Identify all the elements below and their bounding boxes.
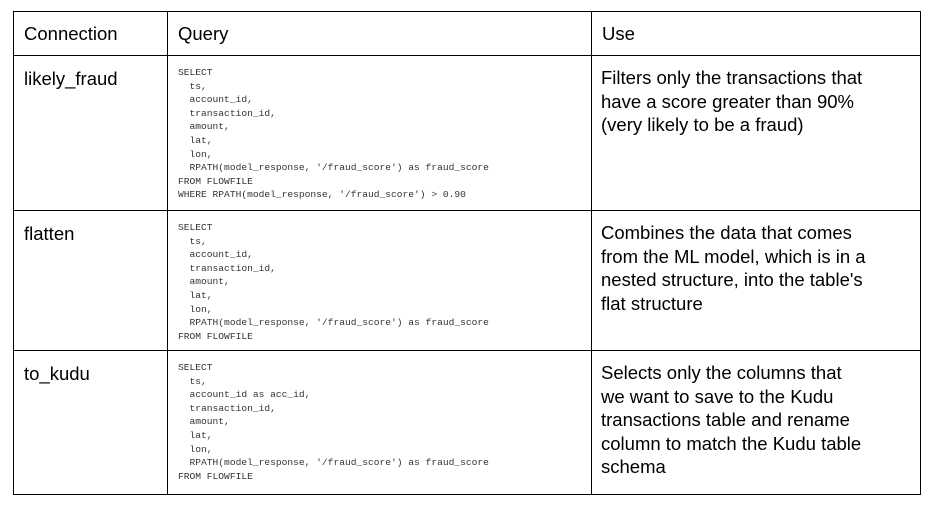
query-code: SELECT ts, account_id as acc_id, transaction_id, amount, lat, lon, RPATH(model_response, '/fraud_score') as fraud_score FROM FLOWFILE bbox=[178, 362, 489, 482]
use-cell bbox=[592, 56, 921, 211]
query-cell bbox=[168, 351, 592, 495]
use-description: Filters only the transactions that have a score greater than 90% (very likely to be a fraud) bbox=[601, 67, 863, 135]
connection-name: likely_fraud bbox=[24, 68, 118, 89]
query-cell bbox=[168, 211, 592, 351]
use-cell bbox=[592, 211, 921, 351]
query-code: SELECT ts, account_id, transaction_id, amount, lat, lon, RPATH(model_response, '/fraud_score') as fraud_score FROM FLOWFILE bbox=[178, 222, 489, 342]
use-cell bbox=[592, 351, 921, 495]
use-description: Selects only the columns that we want to save to the Kudu transactions table and rename column to match the Kudu table schema bbox=[601, 362, 862, 477]
table-header-row bbox=[14, 12, 921, 56]
connection-name: to_kudu bbox=[24, 363, 90, 384]
header-use: Use bbox=[592, 12, 921, 56]
header-query: Query bbox=[168, 12, 592, 56]
connection-cell bbox=[14, 56, 168, 211]
table-row bbox=[14, 351, 921, 495]
connection-name: flatten bbox=[24, 223, 75, 244]
query-code: SELECT ts, account_id, transaction_id, amount, lat, lon, RPATH(model_response, '/fraud_score') as fraud_score FROM FLOWFILE WHERE RPATH(model_response, '/fraud_score') > 0.90 bbox=[178, 67, 489, 201]
table-row bbox=[14, 211, 921, 351]
table-row bbox=[14, 56, 921, 211]
connection-cell bbox=[14, 351, 168, 495]
use-description: Combines the data that comes from the ML model, which is in a nested structure, into the table's flat structure bbox=[601, 222, 866, 314]
query-cell bbox=[168, 56, 592, 211]
header-connection: Connection bbox=[14, 12, 168, 56]
connection-cell bbox=[14, 211, 168, 351]
connections-table bbox=[13, 11, 921, 495]
